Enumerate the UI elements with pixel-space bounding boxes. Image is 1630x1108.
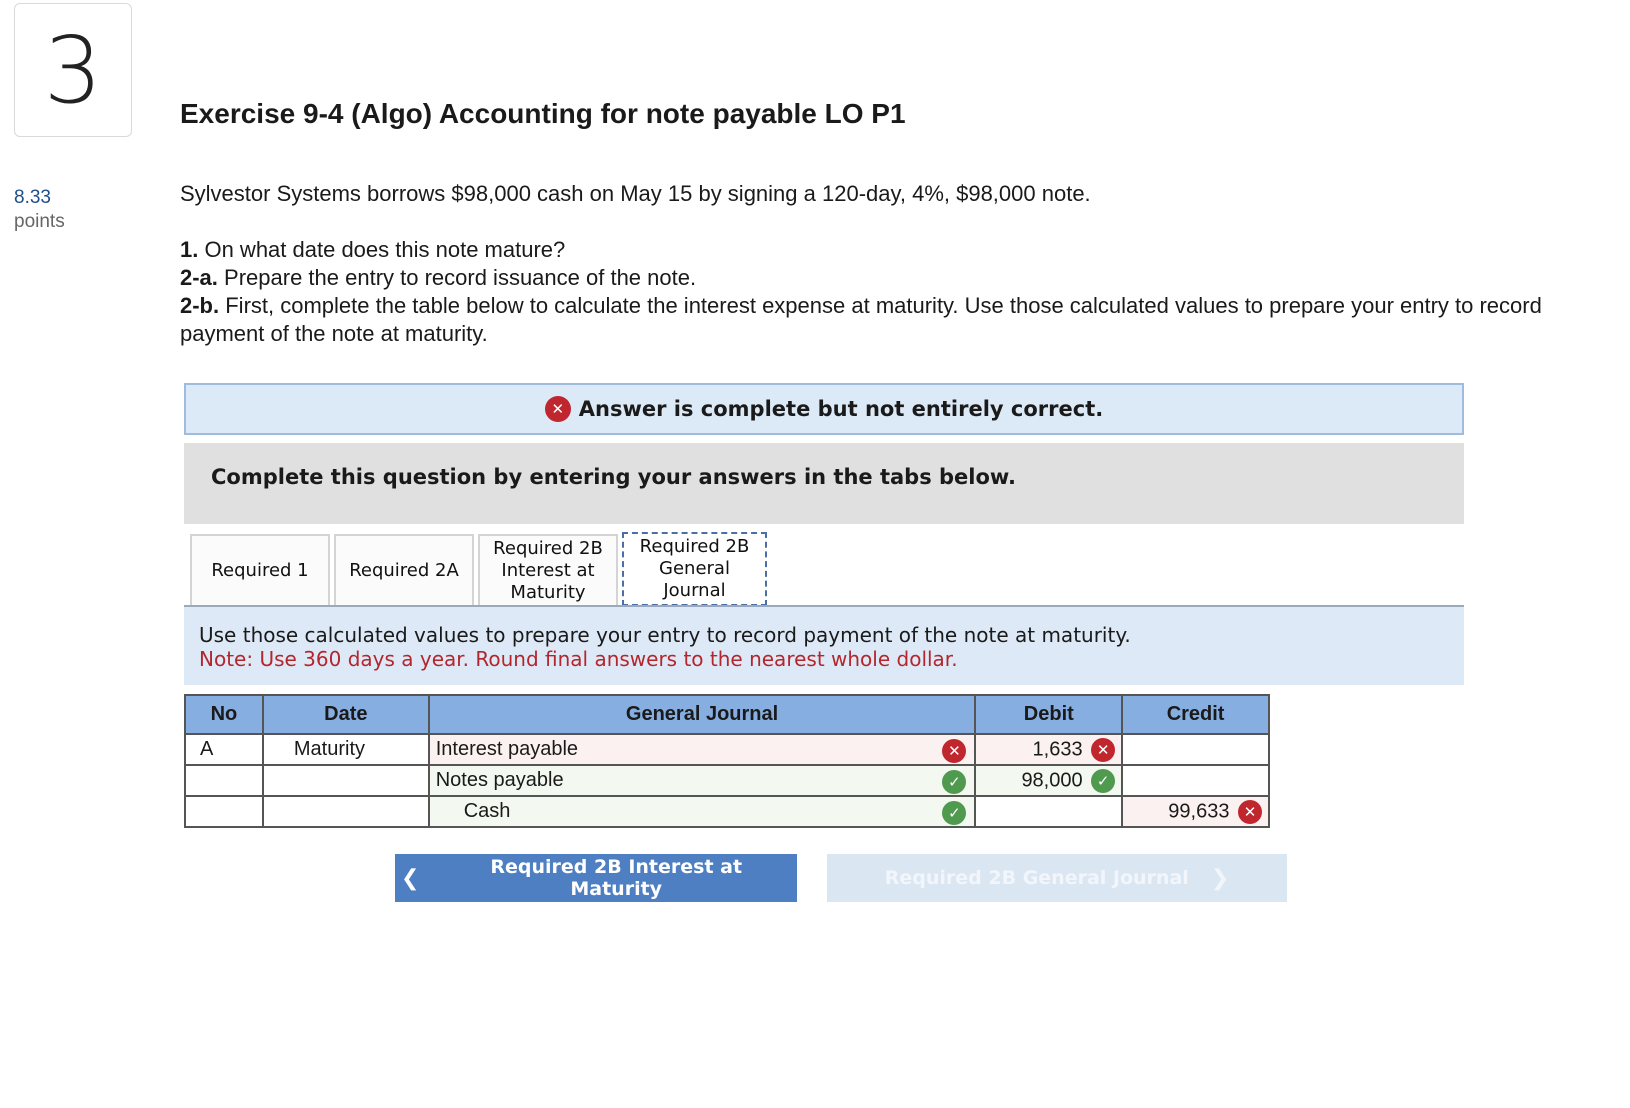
general-journal-table (184, 694, 1270, 828)
question-intro: Sylvestor Systems borrows $98,000 cash on May 15 by signing a 120-day, 4%, $98,000 note. (180, 181, 1091, 206)
header-no: No (185, 695, 263, 734)
x-circle-icon: ✕ (545, 396, 571, 422)
account-name: Cash (463, 800, 511, 822)
instructions-text: Complete this question by entering your answers in the tabs below. (211, 465, 1016, 489)
points-info (14, 186, 65, 234)
x-circle-icon: ✕ (1238, 800, 1262, 824)
tab-label: Required 2B General Journal (639, 536, 750, 601)
debit-cell[interactable] (975, 734, 1122, 765)
check-circle-icon: ✓ (942, 770, 966, 794)
part-2a (180, 264, 1600, 292)
header-general-journal: General Journal (429, 695, 976, 734)
account-name: Notes payable (435, 769, 564, 791)
part-1-label: 1. (180, 237, 199, 262)
part-2a-text: Prepare the entry to record issuance of the note. (217, 265, 697, 290)
next-tab-button[interactable] (827, 854, 1287, 902)
row-date (263, 765, 429, 796)
table-row (185, 765, 1269, 796)
account-cell[interactable] (429, 734, 976, 765)
tab-label: Required 2B Interest at Maturity (493, 538, 603, 603)
tab-label: Required 2A (349, 560, 459, 581)
answer-status-banner (184, 383, 1464, 435)
points-label: points (14, 211, 65, 232)
table-header-row (185, 695, 1269, 734)
row-no (185, 796, 263, 827)
credit-cell[interactable] (1122, 765, 1269, 796)
header-debit: Debit (975, 695, 1122, 734)
check-circle-icon: ✓ (1091, 769, 1115, 793)
part-1-text: On what date does this note mature? (198, 237, 566, 262)
row-date: Maturity (263, 734, 429, 765)
chevron-right-icon: ❯ (1210, 865, 1230, 891)
points-value: 8.33 (14, 187, 51, 208)
part-2b-label: 2-b. (180, 293, 220, 318)
x-circle-icon: ✕ (942, 739, 966, 763)
debit-cell[interactable] (975, 765, 1122, 796)
table-row (185, 734, 1269, 765)
tab-instruction-text: Use those calculated values to prepare your entry to record payment of the note at maturity. (199, 623, 1131, 647)
debit-cell[interactable] (975, 796, 1122, 827)
instructions-box (184, 443, 1464, 524)
question-title: Exercise 9-4 (Algo) Accounting for note payable LO P1 (180, 98, 906, 129)
chevron-left-icon: ❮ (401, 865, 420, 891)
header-date: Date (263, 695, 429, 734)
account-cell[interactable] (429, 765, 976, 796)
check-circle-icon: ✓ (942, 801, 966, 825)
tab-instruction (184, 607, 1464, 685)
part-2a-label: 2-a. (180, 265, 218, 290)
question-parts (180, 236, 1600, 348)
credit-value: 99,633 (1168, 800, 1230, 822)
row-date (263, 796, 429, 827)
prev-tab-button[interactable] (395, 854, 797, 902)
credit-cell[interactable] (1122, 734, 1269, 765)
x-circle-icon: ✕ (1091, 738, 1115, 762)
row-no: A (185, 734, 263, 765)
banner-text: Answer is complete but not entirely correct. (578, 397, 1104, 421)
debit-value: 1,633 (1032, 738, 1083, 760)
tab-label: Required 1 (211, 560, 309, 581)
table-row (185, 796, 1269, 827)
part-2b (180, 292, 1600, 348)
part-2b-text: First, complete the table below to calculate the interest expense at maturity. Use those calculated values to prepare your entry to record payment of the note at maturity. (180, 293, 1542, 346)
prev-tab-label: Required 2B Interest at Maturity (490, 856, 743, 900)
tab-instruction-note: Note: Use 360 days a year. Round final answers to the nearest whole dollar. (199, 647, 958, 671)
next-tab-label: Required 2B General Journal (884, 867, 1189, 889)
tab-required-2b-general-journal[interactable] (622, 532, 767, 606)
tab-required-2b-interest[interactable] (478, 534, 618, 606)
row-no (185, 765, 263, 796)
question-number: 3 (14, 3, 132, 137)
part-1 (180, 236, 1600, 264)
account-name: Interest payable (435, 738, 579, 760)
header-credit: Credit (1122, 695, 1269, 734)
credit-cell[interactable] (1122, 796, 1269, 827)
tab-required-2a[interactable] (334, 534, 474, 606)
account-cell[interactable] (429, 796, 976, 827)
debit-value: 98,000 (1021, 769, 1083, 791)
tab-required-1[interactable] (190, 534, 330, 606)
